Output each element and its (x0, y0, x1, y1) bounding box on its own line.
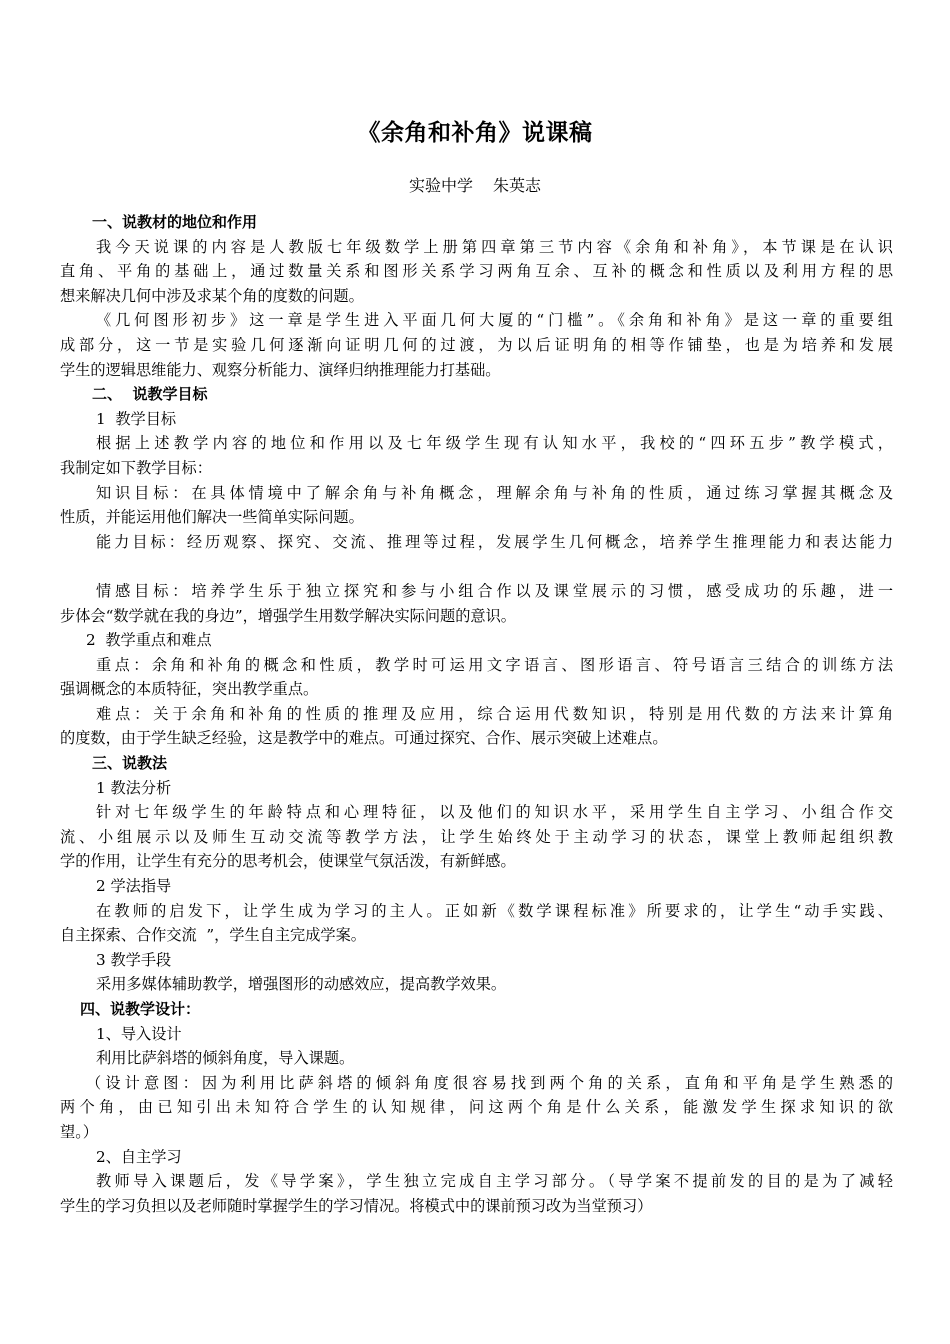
paragraph-line: 想来解决几何中涉及求某个角的度数的问题。 (60, 286, 364, 305)
paragraph-line: 的度数，由于学生缺乏经验，这是教学中的难点。可通过探究、合作、展示突破上述难点。 (60, 729, 668, 748)
paragraph-line: 知识目标：在具体情境中了解余角与补角概念，理解余角与补角的性质，通过练习掌握其概念及 (96, 483, 893, 502)
paragraph-line: 流、小组展示以及师生互动交流等教学方法，让学生始终处于主动学习的状态，课堂上教师起组织教 (60, 827, 893, 846)
paragraph-line: 强调概念的本质特征，突出教学重点。 (60, 680, 319, 699)
paragraph-line: 重点：余角和补角的概念和性质，教学时可运用文字语言、图形语言、符号语言三结合的训练方法 (96, 655, 893, 674)
paragraph-line: 情感目标：培养学生乐于独立探究和参与小组合作以及课堂展示的习惯，感受成功的乐趣，进一 (96, 581, 893, 600)
author-name: 朱英志 (493, 176, 542, 195)
subheading: 2 学法指导 (96, 877, 172, 896)
paragraph-line: 望。） (60, 1122, 98, 1141)
subheading: 2 教学重点和难点 (86, 631, 212, 650)
subheading: 1 教法分析 (96, 778, 172, 797)
paragraph-line: （设计意图：因为利用比萨斜塔的倾斜角度很容易找到两个角的关系，直角和平角是学生熟悉的 (86, 1073, 893, 1092)
author-school: 实验中学 (408, 176, 473, 195)
subheading: 1 教学目标 (96, 409, 177, 428)
paragraph-line: 两个角，由已知引出未知符合学生的认知规律，问这两个角是什么关系，能激发学生探求知识的欲 (60, 1098, 893, 1117)
section-heading-3: 三、说教法 (92, 754, 168, 773)
paragraph-line: 教师导入课题后，发《导学案》，学生独立完成自主学习部分。（导学案不提前发的目的是为了减轻 (96, 1172, 893, 1191)
document-body (60, 210, 893, 1218)
paragraph-line: 我今天说课的内容是人教版七年级数学上册第四章第三节内容《余角和补角》，本节课是在认识 (96, 237, 893, 256)
subheading: 1、导入设计 (96, 1024, 182, 1043)
paragraph-line: 在教师的启发下，让学生成为学习的主人。正如新《数学课程标准》所要求的，让学生“动手实践、 (96, 901, 893, 920)
paragraph-line: 性质，并能运用他们解决一些简单实际问题。 (60, 508, 364, 527)
paragraph-line: 根据上述教学内容的地位和作用以及七年级学生现有认知水平，我校的“四环五步”教学模式， (96, 434, 893, 453)
paragraph-line: 自主探索、合作交流 ”，学生自主完成学案。 (60, 926, 366, 945)
paragraph-line: 学生的学习负担以及老师随时掌握学生的学习情况。将模式中的课前预习改为当堂预习） (60, 1196, 653, 1215)
paragraph-line: 《几何图形初步》这一章是学生进入平面几何大厦的“门槛”。《余角和补角》是这一章的重要组 (96, 311, 893, 330)
paragraph-line: 采用多媒体辅助教学，增强图形的动感效应，提高教学效果。 (96, 975, 507, 994)
paragraph-line: 我制定如下教学目标： (60, 458, 212, 477)
section-heading-1: 一、说教材的地位和作用 (92, 213, 258, 231)
paragraph-line: 成部分，这一节是实验几何逐渐向证明几何的过渡，为以后证明角的相等作铺垫，也是为培养和发展 (60, 335, 893, 354)
paragraph-line: 能力目标：经历观察、探究、交流、推理等过程，发展学生几何概念，培养学生推理能力和表达能力 (96, 532, 893, 551)
paragraph-line: 学生的逻辑思维能力、观察分析能力、演绎归纳推理能力打基础。 (60, 360, 501, 379)
paragraph-line: 学的作用，让学生有充分的思考机会，使课堂气氛活泼，有新鲜感。 (60, 852, 516, 871)
paragraph-line: 利用比萨斜塔的倾斜角度，导入课题。 (96, 1049, 355, 1068)
paragraph-line: 步体会“数学就在我的身边”，增强学生用数学解决实际问题的意识。 (60, 606, 516, 625)
subheading: 2、自主学习 (96, 1147, 182, 1166)
paragraph-line: 针对七年级学生的年龄特点和心理特征，以及他们的知识水平，采用学生自主学习、小组合作交 (96, 803, 893, 822)
paragraph-line: 直角、平角的基础上，通过数量关系和图形关系学习两角互余、互补的概念和性质以及利用方程的思 (60, 262, 893, 281)
section-heading-4: 四、说教学设计： (80, 1000, 201, 1018)
section-heading-2: 二、 说教学目标 (92, 385, 208, 404)
document-title: 《余角和补角》说课稿 (357, 120, 593, 146)
blank-line (60, 554, 893, 579)
author-line (0, 175, 950, 197)
subheading: 3 教学手段 (96, 950, 172, 969)
paragraph-line: 难点：关于余角和补角的性质的推理及应用，综合运用代数知识，特别是用代数的方法来计算角 (96, 704, 893, 723)
